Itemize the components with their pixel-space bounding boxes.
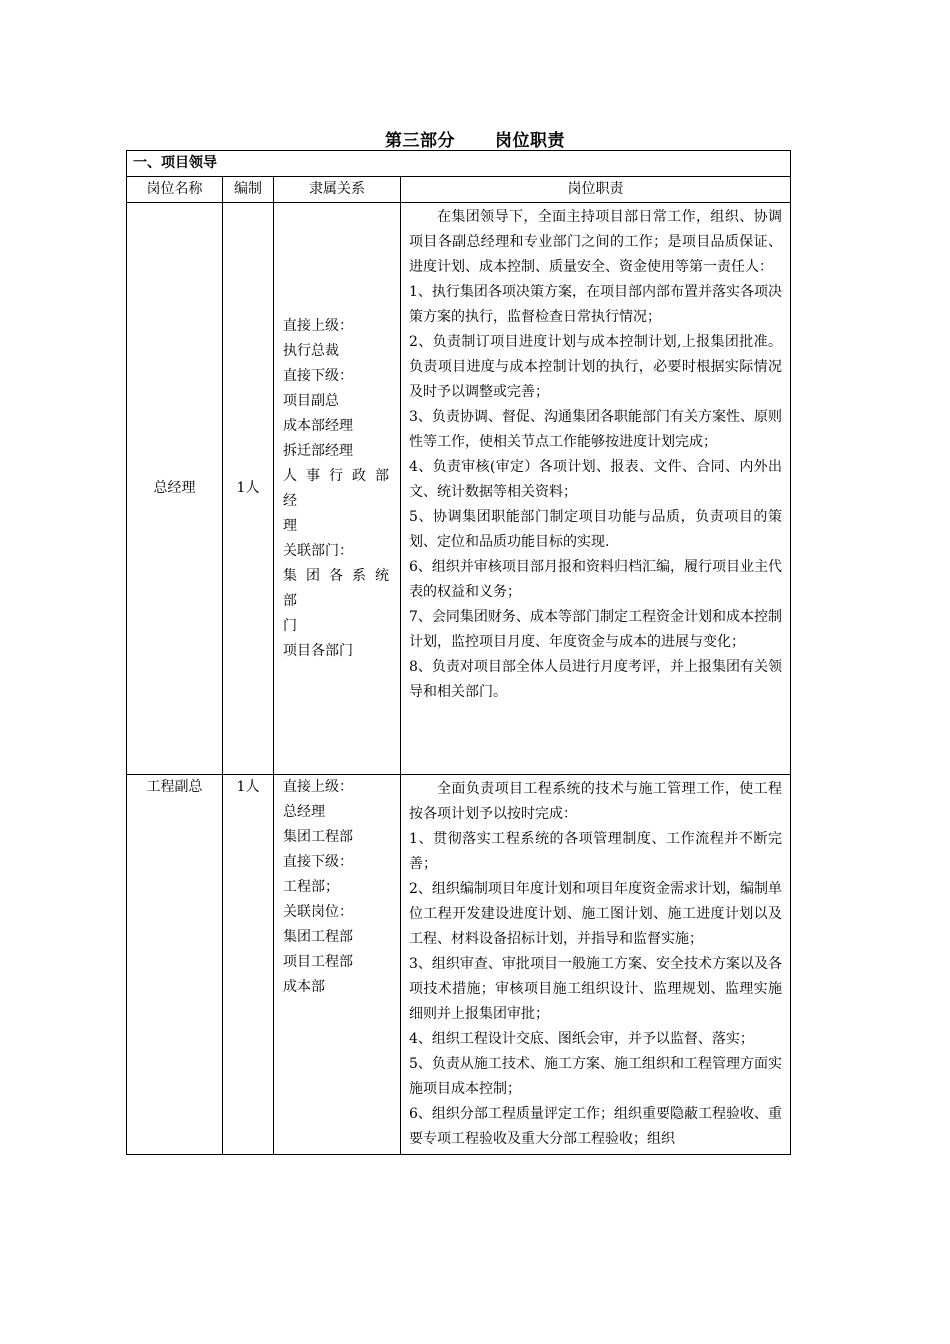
relation-line: 成本部 (283, 979, 325, 995)
duty-paragraph: 8、负责对项目部全体人员进行月度考评，并上报集团有关领导和相关部门。 (409, 659, 782, 700)
position-duties (401, 775, 791, 1155)
table-row (127, 775, 791, 1155)
position-name: 总经理 (127, 203, 223, 775)
relation-line: 项目工程部 (283, 954, 353, 970)
relation-line: 集团工程部 (283, 829, 353, 845)
section-row (127, 151, 791, 177)
duty-paragraph: 1、执行集团各项决策方案，在项目部内部布置并落实各项决策方案的执行，监督检查日常执行情况； (409, 284, 782, 325)
duty-paragraph: 在集团领导下，全面主持项目部日常工作，组织、协调项目各副总经理和专业部门之间的工作；是项目品质保证、进度计划、成本控制、质量安全、资金使用等第一责任人： (409, 209, 782, 275)
relation-line: 项目各部门 (283, 642, 353, 659)
title-name: 岗位职责 (495, 131, 565, 151)
position-relation (274, 775, 401, 1155)
relation-line: 人事行政部经 (283, 467, 394, 509)
header-duty: 岗位职责 (401, 177, 791, 203)
page-title (0, 126, 950, 151)
duty-paragraph: 2、组织编制项目年度计划和项目年度资金需求计划，编制单位工程开发建设进度计划、施工图计划、施工进度计划以及工程、材料设备招标计划，并指导和监督实施； (409, 881, 782, 947)
duty-paragraph: 5、负责从施工技术、施工方案、施工组织和工程管理方面实施项目成本控制； (409, 1056, 782, 1097)
position-duties (401, 203, 791, 775)
relation-line: 理 (283, 517, 297, 534)
duty-paragraph: 全面负责项目工程系统的技术与施工管理工作，使工程按各项计划予以按时完成： (409, 781, 782, 822)
relation-line: 集团工程部 (283, 929, 353, 945)
header-count: 编制 (223, 177, 274, 203)
relation-line: 总经理 (283, 804, 325, 820)
position-relation (274, 203, 401, 775)
header-row (127, 177, 791, 203)
duty-paragraph: 1、贯彻落实工程系统的各项管理制度、工作流程并不断完善； (409, 831, 782, 872)
relation-line: 关联部门： (283, 542, 353, 559)
duty-paragraph: 4、负责审核(审定）各项计划、报表、文件、合同、内外出文、统计数据等相关资料； (409, 459, 782, 500)
relation-line: 直接下级： (283, 854, 353, 870)
header-relation: 隶属关系 (274, 177, 401, 203)
duty-table (126, 150, 791, 1155)
duty-paragraph: 4、组织工程设计交底、图纸会审，并予以监督、落实； (409, 1031, 754, 1047)
relation-line: 项目副总 (283, 392, 339, 409)
duty-paragraph: 3、负责协调、督促、沟通集团各职能部门有关方案性、原则性等工作，使相关节点工作能够按进度计划完成； (409, 409, 782, 450)
table-row (127, 203, 791, 775)
relation-line: 执行总裁 (283, 342, 339, 359)
duty-paragraph: 5、协调集团职能部门制定项目功能与品质，负责项目的策划、定位和品质功能目标的实现. (409, 509, 782, 550)
duty-paragraph: 6、组织并审核项目部月报和资料归档汇编，履行项目业主代表的权益和义务； (409, 559, 782, 600)
duty-paragraph: 6、组织分部工程质量评定工作；组织重要隐蔽工程验收、重要专项工程验收及重大分部工程验收；组织 (409, 1106, 782, 1147)
relation-line: 关联岗位： (283, 904, 353, 920)
position-count: 1人 (223, 203, 274, 775)
header-name: 岗位名称 (127, 177, 223, 203)
position-name: 工程副总 (127, 775, 223, 1155)
relation-line: 工程部； (283, 879, 339, 895)
title-part: 第三部分 (385, 131, 455, 151)
relation-line: 直接上级： (283, 779, 353, 795)
relation-line: 直接上级： (283, 317, 353, 334)
relation-line: 拆迁部经理 (283, 442, 353, 459)
relation-line: 成本部经理 (283, 417, 353, 434)
relation-line: 门 (283, 617, 297, 634)
duty-paragraph: 3、组织审查、审批项目一般施工方案、安全技术方案以及各项技术措施；审核项目施工组织设计、监理规划、监理实施细则并上报集团审批； (409, 956, 782, 1022)
duty-paragraph: 7、会同集团财务、成本等部门制定工程资金计划和成本控制计划，监控项目月度、年度资金与成本的进展与变化； (409, 609, 782, 650)
position-count: 1人 (223, 775, 274, 1155)
duty-paragraph: 2、负责制订项目进度计划与成本控制计划,上报集团批准。负责项目进度与成本控制计划的执行，必要时根据实际情况及时予以调整或完善； (409, 334, 782, 400)
relation-line: 集团各系统部 (283, 567, 394, 609)
section-heading: 一、项目领导 (127, 151, 791, 177)
relation-line: 直接下级： (283, 367, 353, 384)
